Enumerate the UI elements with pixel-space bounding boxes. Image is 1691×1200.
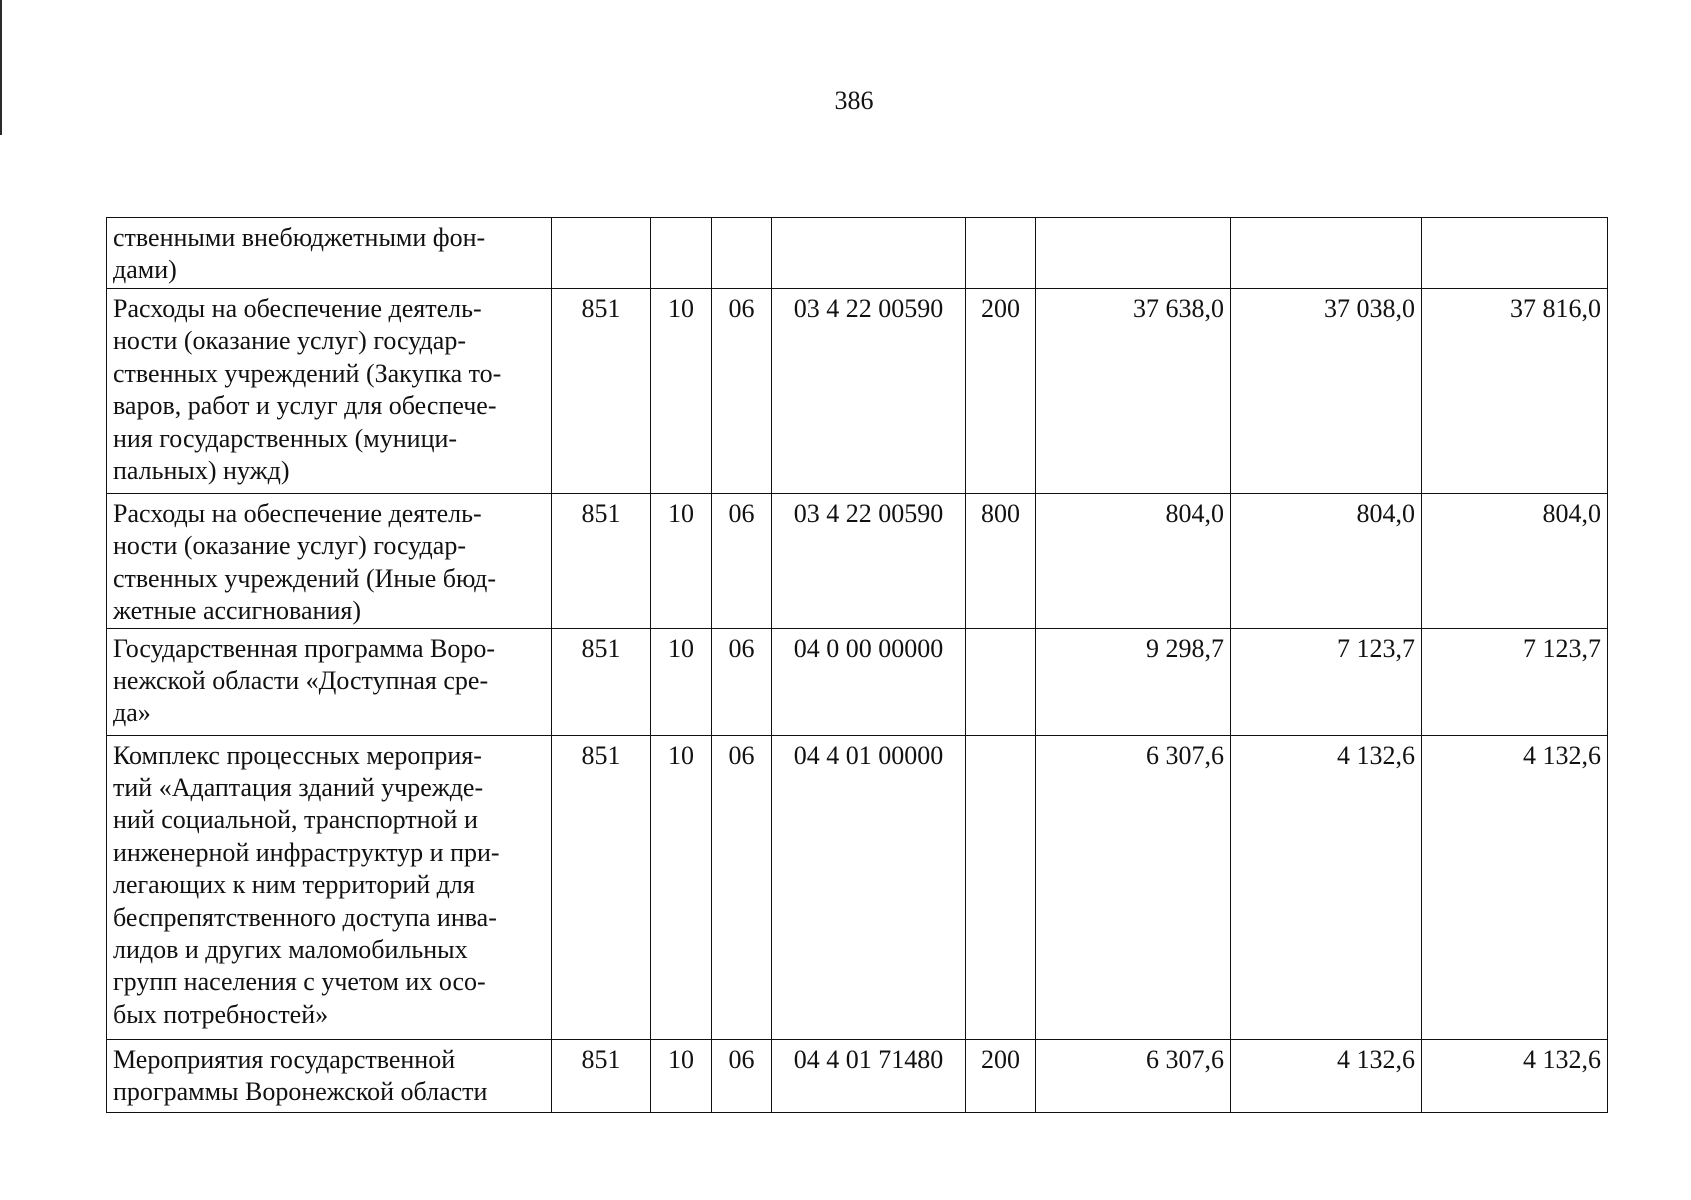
cell-target-article: 03 4 22 00590 [772, 494, 966, 629]
cell-amount-year-2: 4 132,6 [1231, 735, 1422, 1039]
cell-subsection: 06 [712, 1039, 772, 1112]
cell-expense-type [966, 735, 1036, 1039]
cell-amount-year-1: 804,0 [1036, 494, 1231, 629]
cell-description: Расходы на обеспечение деятель- ности (оказание услуг) государ- ственных учреждений (Иные бюд- жетные ассигнования) [107, 494, 552, 629]
cell-amount-year-1: 6 307,6 [1036, 735, 1231, 1039]
cell-section [651, 218, 712, 289]
cell-target-article: 04 4 01 71480 [772, 1039, 966, 1112]
cell-description: Расходы на обеспечение деятель- ности (оказание услуг) государ- ственных учреждений (Закупка то- варов, работ и услуг для обеспече- ния государственных (муници- пальных) нужд) [107, 289, 552, 494]
cell-amount-year-3: 804,0 [1422, 494, 1608, 629]
cell-subsection: 06 [712, 494, 772, 629]
cell-subsection: 06 [712, 628, 772, 735]
cell-section: 10 [651, 628, 712, 735]
cell-amount-year-3: 4 132,6 [1422, 735, 1608, 1039]
page-number: 386 [834, 86, 874, 115]
table-row [107, 289, 1608, 494]
cell-ministry-code: 851 [552, 735, 651, 1039]
table-row [107, 1039, 1608, 1112]
cell-ministry-code: 851 [552, 289, 651, 494]
scan-edge-line [0, 0, 2, 135]
table-row [107, 218, 1608, 289]
cell-amount-year-1: 37 638,0 [1036, 289, 1231, 494]
table-row [107, 735, 1608, 1039]
cell-amount-year-2: 4 132,6 [1231, 1039, 1422, 1112]
cell-amount-year-3: 4 132,6 [1422, 1039, 1608, 1112]
cell-expense-type: 200 [966, 1039, 1036, 1112]
cell-description: Мероприятия государственной программы Воронежской области [107, 1039, 552, 1112]
cell-amount-year-2: 37 038,0 [1231, 289, 1422, 494]
cell-section: 10 [651, 1039, 712, 1112]
cell-target-article: 04 4 01 00000 [772, 735, 966, 1039]
cell-amount-year-2: 804,0 [1231, 494, 1422, 629]
cell-ministry-code: 851 [552, 494, 651, 629]
cell-ministry-code [552, 218, 651, 289]
cell-description: ственными внебюджетными фон- дами) [107, 218, 552, 289]
cell-section: 10 [651, 735, 712, 1039]
cell-amount-year-2 [1231, 218, 1422, 289]
cell-subsection: 06 [712, 289, 772, 494]
cell-expense-type: 800 [966, 494, 1036, 629]
cell-subsection: 06 [712, 735, 772, 1039]
cell-expense-type: 200 [966, 289, 1036, 494]
cell-ministry-code: 851 [552, 1039, 651, 1112]
cell-target-article [772, 218, 966, 289]
budget-table [106, 217, 1608, 1113]
cell-target-article: 03 4 22 00590 [772, 289, 966, 494]
cell-section: 10 [651, 494, 712, 629]
table-row [107, 628, 1608, 735]
cell-amount-year-3: 7 123,7 [1422, 628, 1608, 735]
cell-expense-type [966, 628, 1036, 735]
cell-description: Государственная программа Воро- нежской области «Доступная сре- да» [107, 628, 552, 735]
cell-subsection [712, 218, 772, 289]
cell-amount-year-1: 9 298,7 [1036, 628, 1231, 735]
cell-section: 10 [651, 289, 712, 494]
cell-target-article: 04 0 00 00000 [772, 628, 966, 735]
cell-description: Комплекс процессных мероприя- тий «Адаптация зданий учрежде- ний социальной, транспортной и инженерной инфраструктур и при- легающих к ним территорий для беспрепятственного доступа инва- лидов и других маломобильных групп населения с учетом их осо- бых потребностей» [107, 735, 552, 1039]
cell-amount-year-2: 7 123,7 [1231, 628, 1422, 735]
cell-amount-year-1 [1036, 218, 1231, 289]
table-row [107, 494, 1608, 629]
cell-expense-type [966, 218, 1036, 289]
cell-amount-year-3 [1422, 218, 1608, 289]
cell-amount-year-1: 6 307,6 [1036, 1039, 1231, 1112]
cell-ministry-code: 851 [552, 628, 651, 735]
cell-amount-year-3: 37 816,0 [1422, 289, 1608, 494]
